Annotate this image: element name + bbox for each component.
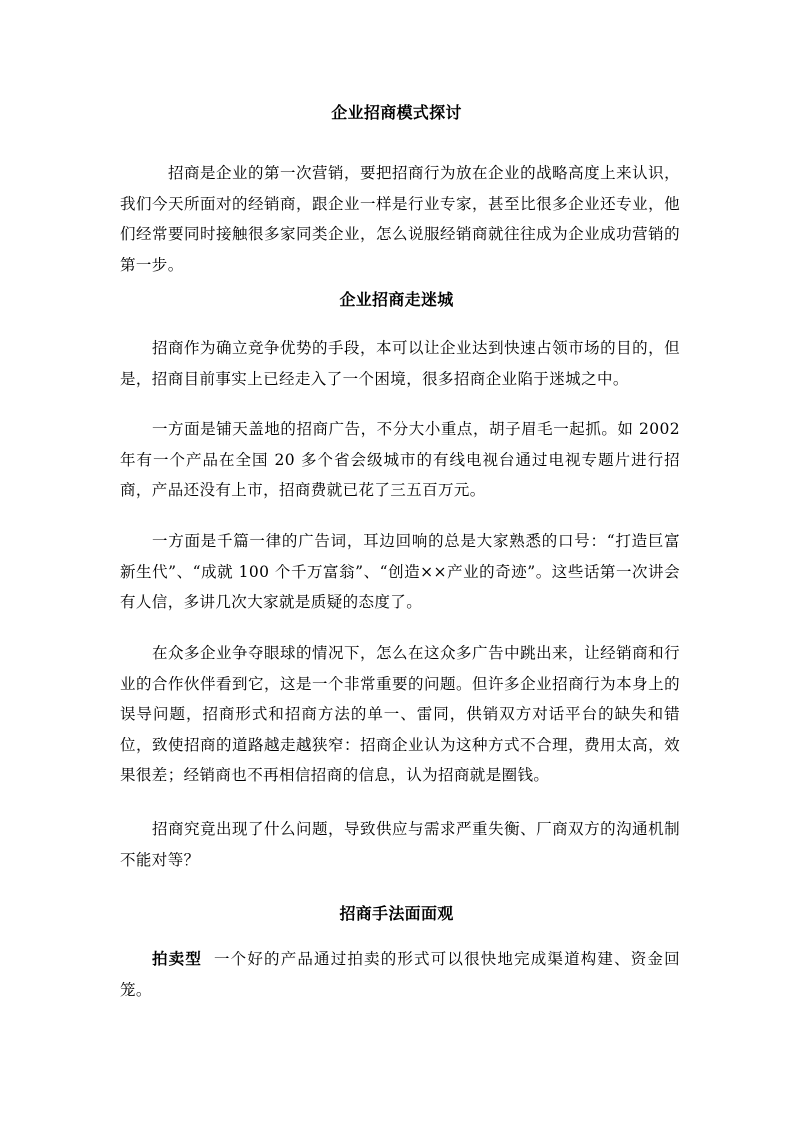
section1-paragraph-3: 一方面是千篇一律的广告词，耳边回响的总是大家熟悉的口号：“打造巨富新生代”、“成就 100 个千万富翁”、“创造××产业的奇迹”。这些话第一次讲会有人信，多讲几次大家就是质疑的态度了。 <box>120 532 680 611</box>
method-description: 一个好的产品通过拍卖的形式可以很快地完成渠道构建、资金回笼。 <box>120 950 681 999</box>
document-title: 企业招商模式探讨 <box>331 103 462 122</box>
section1-paragraph-1: 招商作为确立竞争优势的手段，本可以让企业达到快速占领市场的目的，但是，招商目前事实上已经走入了一个困境，很多招商企业陷于迷城之中。 <box>120 339 680 388</box>
section1-paragraph-2: 一方面是铺天盖地的招商广告，不分大小重点，胡子眉毛一起抓。如 2002 年有一个产品在全国 20 多个省会级城市的有线电视台通过电视专题片进行招商，产品还没有上市，招商费就已花了三五百万元。 <box>120 420 680 499</box>
section1-paragraph-5: 招商究竟出现了什么问题，导致供应与需求严重失衡、厂商双方的沟通机制不能对等？ <box>120 820 680 869</box>
section1-paragraph-4: 在众多企业争夺眼球的情况下，怎么在这众多广告中跳出来，让经销商和行业的合作伙伴看到它，这是一个非常重要的问题。但许多企业招商行为本身上的误导问题，招商形式和招商方法的单一、雷同，供销双方对话平台的缺失和错位，致使招商的道路越走越狭窄：招商企业认为这种方式不合理，费用太高，效果很差；经销商也不再相信招商的信息，认为招商就是圈钱。 <box>120 644 680 784</box>
method-item-auction <box>120 944 680 1005</box>
section-heading-2: 招商手法面面观 <box>339 904 454 923</box>
method-label: 拍卖型 <box>152 949 203 968</box>
section-heading-1: 企业招商走迷城 <box>339 290 454 309</box>
intro-paragraph: 招商是企业的第一次营销，要把招商行为放在企业的战略高度上来认识，我们今天所面对的经销商，跟企业一样是行业专家，甚至比很多企业还专业，他们经常要同时接触很多家同类企业，怎么说服经销商就往往成为企业成功营销的第一步。 <box>120 164 680 274</box>
